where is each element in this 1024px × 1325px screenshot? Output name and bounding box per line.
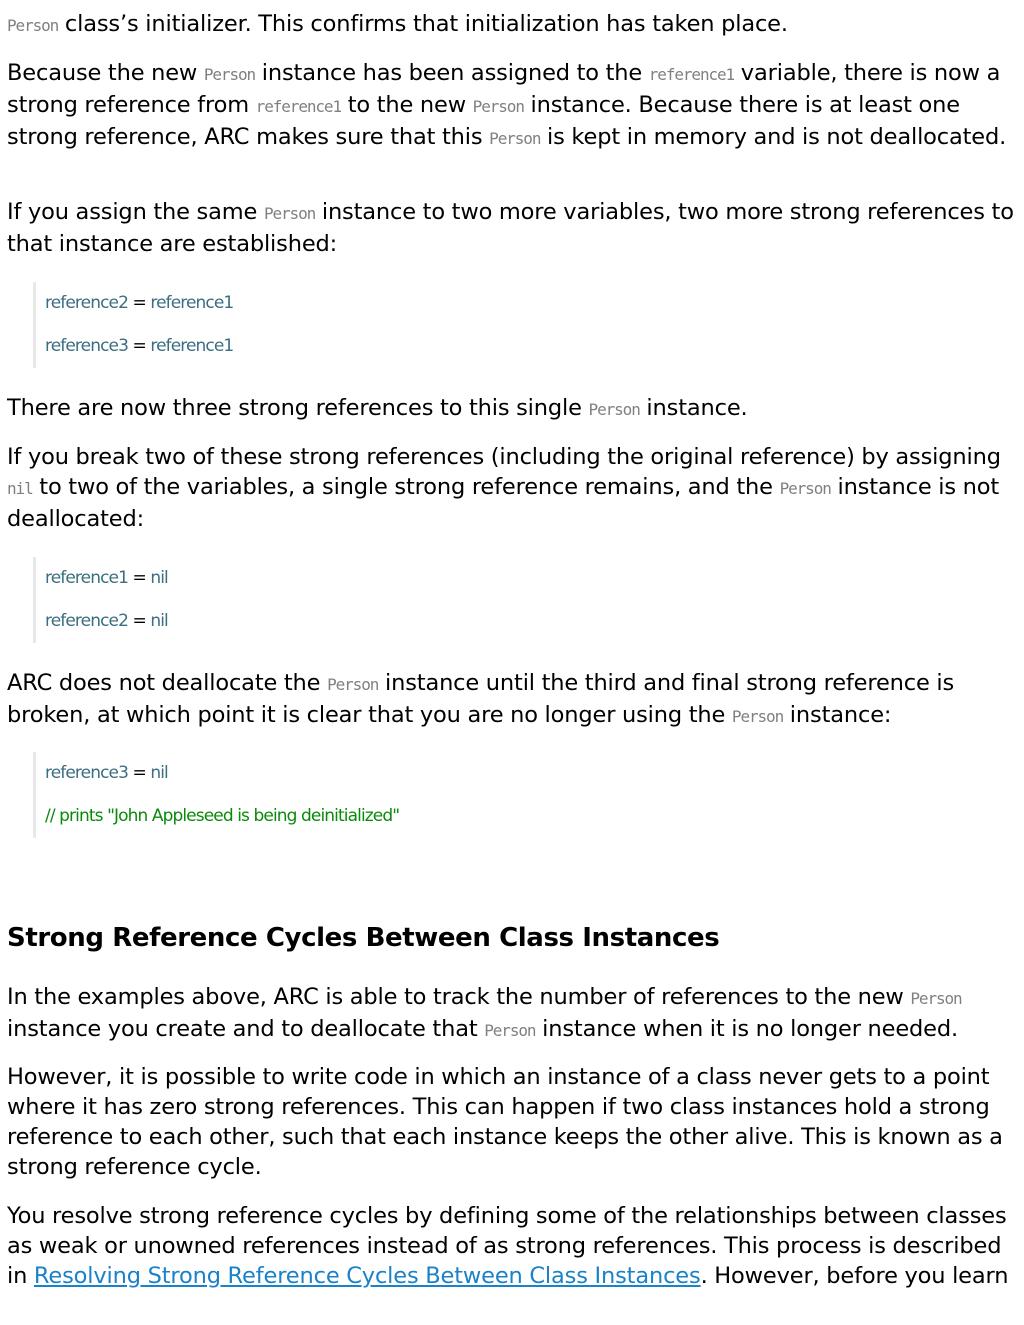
- inline-code: Person: [472, 97, 524, 116]
- inline-code: Person: [203, 65, 256, 84]
- inline-code: Person: [484, 1021, 536, 1040]
- code-identifier: reference1: [45, 568, 128, 588]
- code-identifier: reference3: [45, 336, 128, 356]
- inline-code: reference1: [255, 97, 342, 116]
- code-operator: =: [128, 763, 151, 783]
- code-operator: =: [128, 568, 151, 588]
- text-run: instance you create and to deallocate that: [7, 1016, 485, 1042]
- text-run: instance to two more variables, two more strong references to that instance are established:: [7, 199, 1014, 257]
- code-block: [33, 752, 399, 838]
- text-run: instance:: [783, 702, 892, 728]
- text-run: instance when it is no longer needed.: [535, 1016, 959, 1042]
- code-identifier: reference2: [45, 611, 128, 631]
- paragraph: [7, 668, 1019, 732]
- text-run: instance.: [639, 395, 748, 421]
- code-identifier: reference1: [150, 336, 234, 356]
- inline-code: Person: [779, 479, 831, 498]
- text-run: instance has been assigned to the: [255, 60, 649, 86]
- section-heading: Strong Reference Cycles Between Class Instances: [7, 923, 720, 953]
- paragraph: [7, 1201, 1019, 1291]
- text-run: . However, before you learn: [700, 1263, 1009, 1289]
- inline-code: reference1: [648, 65, 735, 84]
- text-run: If you assign the same: [7, 199, 264, 225]
- inline-code: Person: [489, 129, 541, 148]
- text-run: is kept in memory and is not deallocated.: [540, 124, 1007, 150]
- code-operator: =: [128, 293, 151, 313]
- paragraph: However, it is possible to write code in which an instance of a class never gets to a point where it has zero strong references. This can happen if two class instances hold a strong reference to each other, such that each instance keeps the other alive. This is known as a strong reference cycle.: [7, 1064, 1003, 1180]
- code-block: [33, 282, 233, 368]
- text-run: to the new: [341, 92, 473, 118]
- text-run: variable, there is now a strong reference from: [7, 60, 1001, 118]
- text-run: There are now three strong references to this single: [7, 395, 589, 421]
- inline-code: Person: [731, 707, 784, 726]
- code-identifier: reference2: [45, 293, 128, 313]
- code-line: [45, 282, 233, 325]
- text-run: to two of the variables, a single strong reference remains, and the: [32, 474, 780, 500]
- code-keyword: nil: [150, 611, 168, 631]
- text-run: ARC does not deallocate the: [7, 670, 328, 696]
- text-run: class’s initializer. This confirms that initialization has taken place.: [58, 11, 788, 37]
- text-run: Because the new: [7, 60, 204, 86]
- text-run: instance. Because there is at least one strong reference, ARC makes sure that this: [7, 92, 960, 150]
- inline-code: Person: [910, 989, 962, 1008]
- paragraph: [7, 982, 1019, 1046]
- code-identifier: reference1: [150, 293, 234, 313]
- code-operator: =: [128, 336, 151, 356]
- text-run: instance is not deallocated:: [7, 474, 1000, 532]
- code-comment: // prints "John Appleseed is being deinitialized": [45, 806, 400, 826]
- resolving-cycles-link[interactable]: Resolving Strong Reference Cycles Between Class Instances: [33, 1263, 701, 1289]
- inline-code: Person: [327, 675, 379, 694]
- code-line: [45, 600, 168, 643]
- text-run: In the examples above, ARC is able to track the number of references to the new: [7, 984, 911, 1010]
- text-run: If you break two of these strong references (including the original reference) by assigning: [7, 444, 1001, 470]
- inline-code: Person: [263, 204, 316, 223]
- paragraph: [7, 197, 1019, 259]
- code-block: [33, 557, 168, 643]
- code-operator: =: [128, 611, 151, 631]
- paragraph: [7, 9, 1019, 41]
- inline-code: nil: [7, 479, 33, 498]
- code-keyword: nil: [150, 763, 168, 783]
- code-identifier: reference3: [45, 763, 128, 783]
- code-line: [45, 557, 168, 600]
- paragraph: [7, 393, 1019, 425]
- paragraph: [7, 442, 1019, 534]
- code-line: [45, 325, 233, 368]
- paragraph: [7, 58, 1019, 154]
- text-run: instance until the third and final strong reference is broken, at which point it is clear that you are no longer using the: [7, 670, 955, 728]
- code-keyword: nil: [150, 568, 168, 588]
- code-line: [45, 795, 399, 838]
- inline-code: Person: [588, 400, 640, 419]
- code-line: [45, 752, 399, 795]
- text-run: You resolve strong reference cycles by defining some of the relationships between classes as weak or unowned references instead of as strong references. This process is described in: [7, 1203, 1007, 1289]
- inline-code: Person: [7, 16, 59, 35]
